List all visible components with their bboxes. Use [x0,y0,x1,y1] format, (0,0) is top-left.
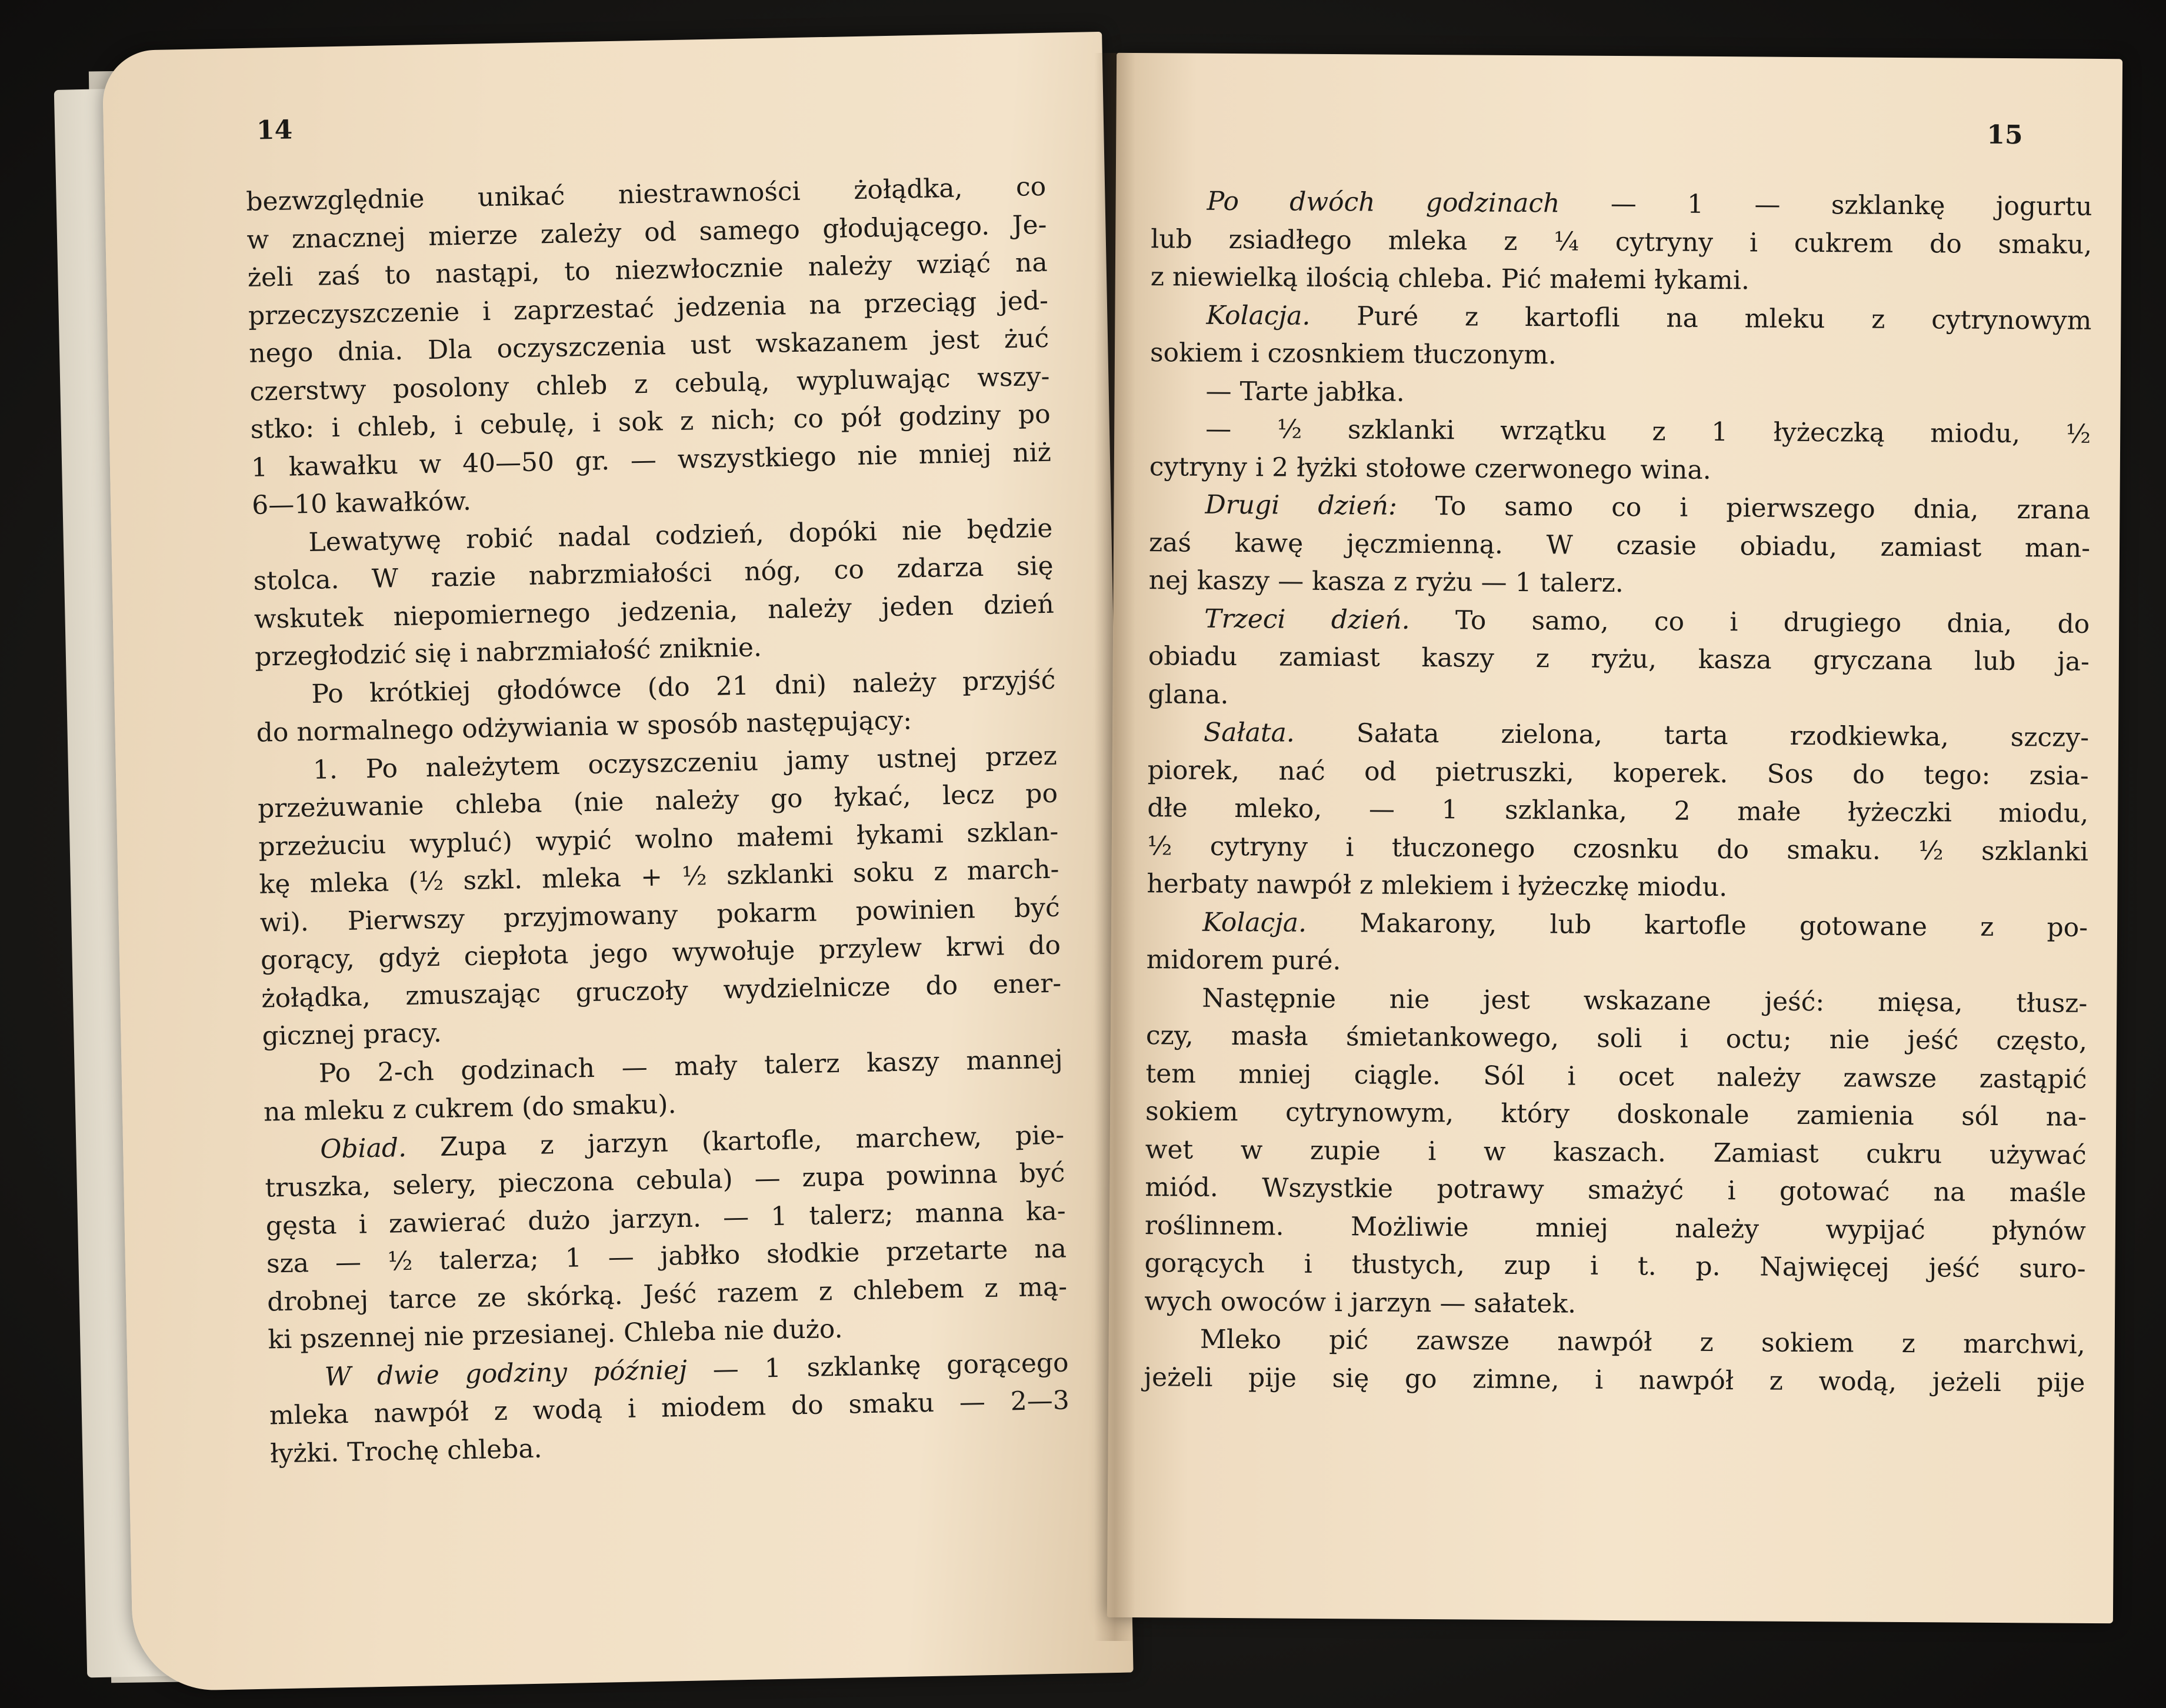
text-line: midorem puré. [1146,945,1341,976]
text-line: wet w zupie i w kaszach. Zamiast cukru używać [1145,1134,2087,1170]
text-line: — Tarte jabłka. [1205,376,1405,408]
text-line: przeczyszczenie i zaprzestać jedzenia na przeciąg jed- [248,285,1049,331]
text-line: przeżuciu wypluć) wypić wolno małemi łykami szklan- [258,816,1059,862]
text-line: ki pszennej nie przesianej. Chleba nie dużo. [268,1313,843,1355]
text-line: sokiem i czosnkiem tłuczonym. [1149,338,1557,371]
text-line: truszka, selery, pieczona cebula) — zupa powinna być [265,1157,1065,1203]
text-line: herbaty nawpół z mlekiem i łyżeczkę miodu. [1147,869,1728,903]
line-text: — 1 szklankę gorącego [687,1347,1069,1385]
text-line: drobnej tarce ze skórką. Jeść razem z chlebem z mą- [266,1271,1068,1317]
text-line: nej kaszy — kasza z ryżu — 1 talerz. [1148,565,1624,599]
text-line [1151,182,2092,226]
text-line: Lewatywę robić nadal codzień, dopóki nie będzie [308,513,1053,558]
left-page [102,32,1133,1692]
text-line: zaś kawę jęczmienną. W czasie obiadu, zamiast man- [1148,527,2091,563]
text-line: — ½ szklanki wrzątku z 1 łyżeczką miodu, ½ [1205,413,2091,449]
text-line: obiadu zamiast kaszy z ryżu, kasza gryczana lub ja- [1148,641,2090,677]
text-line: gorący, gdyż ciepłota jego wywołuje przylew krwi do [260,930,1061,976]
italic-heading: W dwie godziny później [324,1355,688,1392]
text-line: glana. [1148,679,1229,710]
text-line: Mleko pić zawsze nawpół z sokiem z marchwi, [1199,1324,2085,1360]
left-page-body [246,168,1071,1473]
text-line: roślinnem. Możliwie mniej należy wypijać płynów [1144,1210,2087,1246]
text-line: 1. Po należytem oczyszczeniu jamy ustnej przez [312,740,1058,785]
text-line: do normalnego odżywiania w sposób następujący: [256,705,912,748]
text-line: na mleku z cukrem (do smaku). [263,1089,677,1127]
text-line: Następnie nie jest wskazane jeść: mięsa, tłusz- [1202,983,2088,1019]
text-line: czy, masła śmietankowego, soli i octu; nie jeść często, [1145,1020,2088,1056]
line-text: Puré z kartofli na mleku z cytrynowym [1310,301,2092,336]
text-line: cytryny i 2 łyżki stołowe czerwonego wina. [1149,451,1711,485]
italic-heading: Obiad. [319,1132,407,1165]
right-page-number: 15 [1987,119,2023,151]
right-page-body [1144,182,2092,1402]
text-line: dłe mleko, — 1 szklanka, 2 małe łyżeczki miodu, [1147,793,2089,829]
text-line: przeżuwanie chleba (nie należy go łykać, lecz po [257,778,1058,824]
text-line: sza — ½ talerza; 1 — jabłko słodkie przetarte na [266,1233,1067,1279]
text-line: Po krótkiej głodówce (do 21 dni) należy przyjść [311,665,1056,709]
right-page [1107,53,2122,1623]
text-line: gicznej pracy. [262,1018,442,1052]
text-line: sokiem cytrynowym, który doskonale zamienia sól na- [1145,1096,2087,1132]
text-line: łyżki. Trochę chleba. [269,1433,542,1469]
text-line: wskutek niepomiernego jedzenia, należy jeden dzień [254,589,1055,635]
text-line: jeżeli pije się go zimne, i nawpół z wodą, jeżeli pije [1144,1362,2085,1398]
italic-heading: Sałata. [1203,717,1295,748]
text-line [1148,713,2089,757]
text-line: kę mleka (½ szkl. mleka + ½ szklanki soku z march- [259,854,1059,900]
text-line: wi). Pierwszy przyjmowany pokarm powinien być [259,892,1061,938]
text-line: gęsta i zawierać dużo jarzyn. — 1 talerz; manna ka- [265,1195,1067,1242]
text-line [1149,486,2090,529]
text-line: nego dnia. Dla oczyszczenia ust wskazanem jest żuć [248,323,1049,369]
line-text: Sałata zielona, tarta rzodkiewka, szczy- [1294,718,2090,753]
line-text: To samo, co i drugiego dnia, do [1409,605,2090,639]
text-line: czerstwy posolony chleb z cebulą, wypluwając wszy- [249,361,1050,407]
text-line: miód. Wszystkie potrawy smażyć i gotować na maśle [1145,1172,2087,1208]
text-line: Po 2-ch godzinach — mały talerz kaszy mannej [318,1044,1064,1089]
text-line [1150,296,2091,340]
italic-heading: Kolacja. [1206,300,1311,331]
text-line: 1 kawałku w 40—50 gr. — wszystkiego nie mniej niż [251,437,1052,483]
text-line: żołądka, zmuszając gruczoły wydzielnicze do ener- [261,968,1062,1014]
text-line [1147,903,2088,947]
text-line: żeli zaś to nastąpi, to niezwłocznie należy wziąć na [247,247,1048,293]
text-line: wych owoców i jarzyn — sałatek. [1144,1286,1577,1319]
text-line: w znacznej mierze zależy od samego głodującego. Je- [246,209,1047,255]
text-line: ½ cytryny i tłuczonego czosnku do smaku. ½ szklanki [1147,830,2089,867]
text-line: z niewielką ilością chleba. Pić małemi łykami. [1150,262,1750,296]
italic-heading: Trzeci dzień. [1204,603,1410,635]
line-text: — 1 — szklankę jogurtu [1559,188,2092,222]
text-line: gorących i tłustych, zup i t. p. Najwięcej jeść suro- [1144,1248,2086,1284]
text-line: piorek, nać od pietruszki, koperek. Sos do tego: zsia- [1147,755,2089,791]
text-line [1148,600,2090,643]
italic-heading: Kolacja. [1202,907,1307,938]
text-line: lub zsiadłego mleka z ¼ cytryny i cukrem do smaku, [1151,223,2092,260]
italic-heading: Drugi dzień: [1205,489,1398,521]
text-line: mleka nawpół z wodą i miodem do smaku — 2—3 [269,1385,1070,1431]
text-line: stolca. W razie nabrzmiałości nóg, co zdarza się [253,551,1054,596]
line-text: Makarony, lub kartofle gotowane z po- [1306,908,2088,943]
text-line: przegłodzić się i nabrzmiałość zniknie. [254,632,762,672]
text-line: 6—10 kawałków. [251,486,472,521]
text-line: bezwzględnie unikać niestrawności żołądka, co [245,171,1047,217]
text-line: tem mniej ciągle. Sól i ocet należy zawsze zastąpić [1145,1058,2087,1095]
text-line: stko: i chleb, i cebulę, i sok z nich; co pół godziny po [250,399,1051,445]
line-text: To samo co i pierwszego dnia, zrana [1397,491,2091,525]
left-page-number: 14 [256,115,293,146]
italic-heading: Po dwóch godzinach [1207,186,1560,219]
line-text: Zupa z jarzyn (kartofle, marchew, pie- [406,1120,1065,1163]
